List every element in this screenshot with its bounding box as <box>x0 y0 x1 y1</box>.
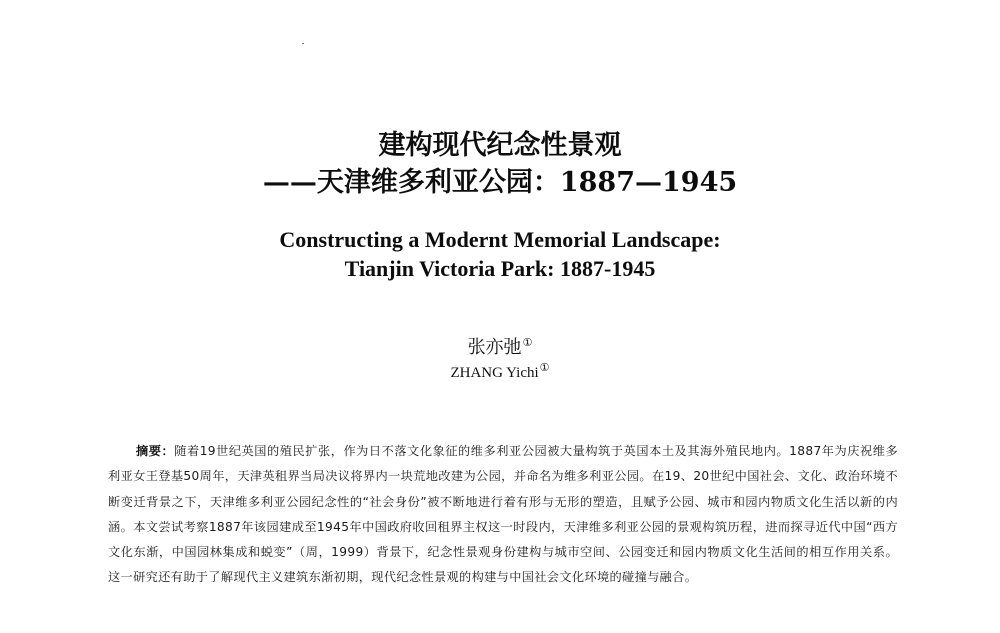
author-name-en-text: ZHANG Yichi <box>450 365 539 381</box>
footnote-marker: ① <box>539 362 550 374</box>
abstract-paragraph <box>108 439 898 591</box>
scan-speck <box>302 43 304 44</box>
abstract-text: 随着19世纪英国的殖民扩张，作为日不落文化象征的维多利亚公园被大量构筑于英国本土及其海外殖民地内。1887年为庆祝维多利亚女王登基50周年，天津英租界当局决议将界内一块荒地改建为公园，并命名为维多利亚公园。在19、20世纪中国社会、文化、政治环境不断变迁背景之下，天津维多利亚公园纪念性的“社会身份”被不断地进行着有形与无形的塑造，且赋予公园、城市和园内物质文化生活以新的内涵。本文尝试考察1887年该园建成至1945年中国政府收回租界主权这一时段内，天津维多利亚公园的景观构筑历程，进而探寻近代中国“西方文化东渐，中国园林集成和蜕变”（周，1999）背景下，纪念性景观身份建构与城市空间、公园变迁和园内物质文化生活间的相互作用关系。这一研究还有助于了解现代主义建筑东渐初期，现代纪念性景观的构建与中国社会文化环境的碰撞与融合。 <box>108 444 898 585</box>
english-subtitle: Tianjin Victoria Park: 1887-1945 <box>344 256 656 281</box>
author-name-english <box>0 364 1000 382</box>
footnote-marker: ① <box>522 336 533 349</box>
author-name-chinese <box>0 337 1000 359</box>
author-name-zh-text: 张亦弛 <box>467 337 522 358</box>
chinese-subtitle: ——天津维多利亚公园：1887—1945 <box>262 167 738 198</box>
chinese-title: 建构现代纪念性景观 <box>378 130 622 161</box>
abstract-label: 摘要： <box>136 444 175 458</box>
english-title: Constructing a Modernt Memorial Landscape: <box>279 227 721 252</box>
